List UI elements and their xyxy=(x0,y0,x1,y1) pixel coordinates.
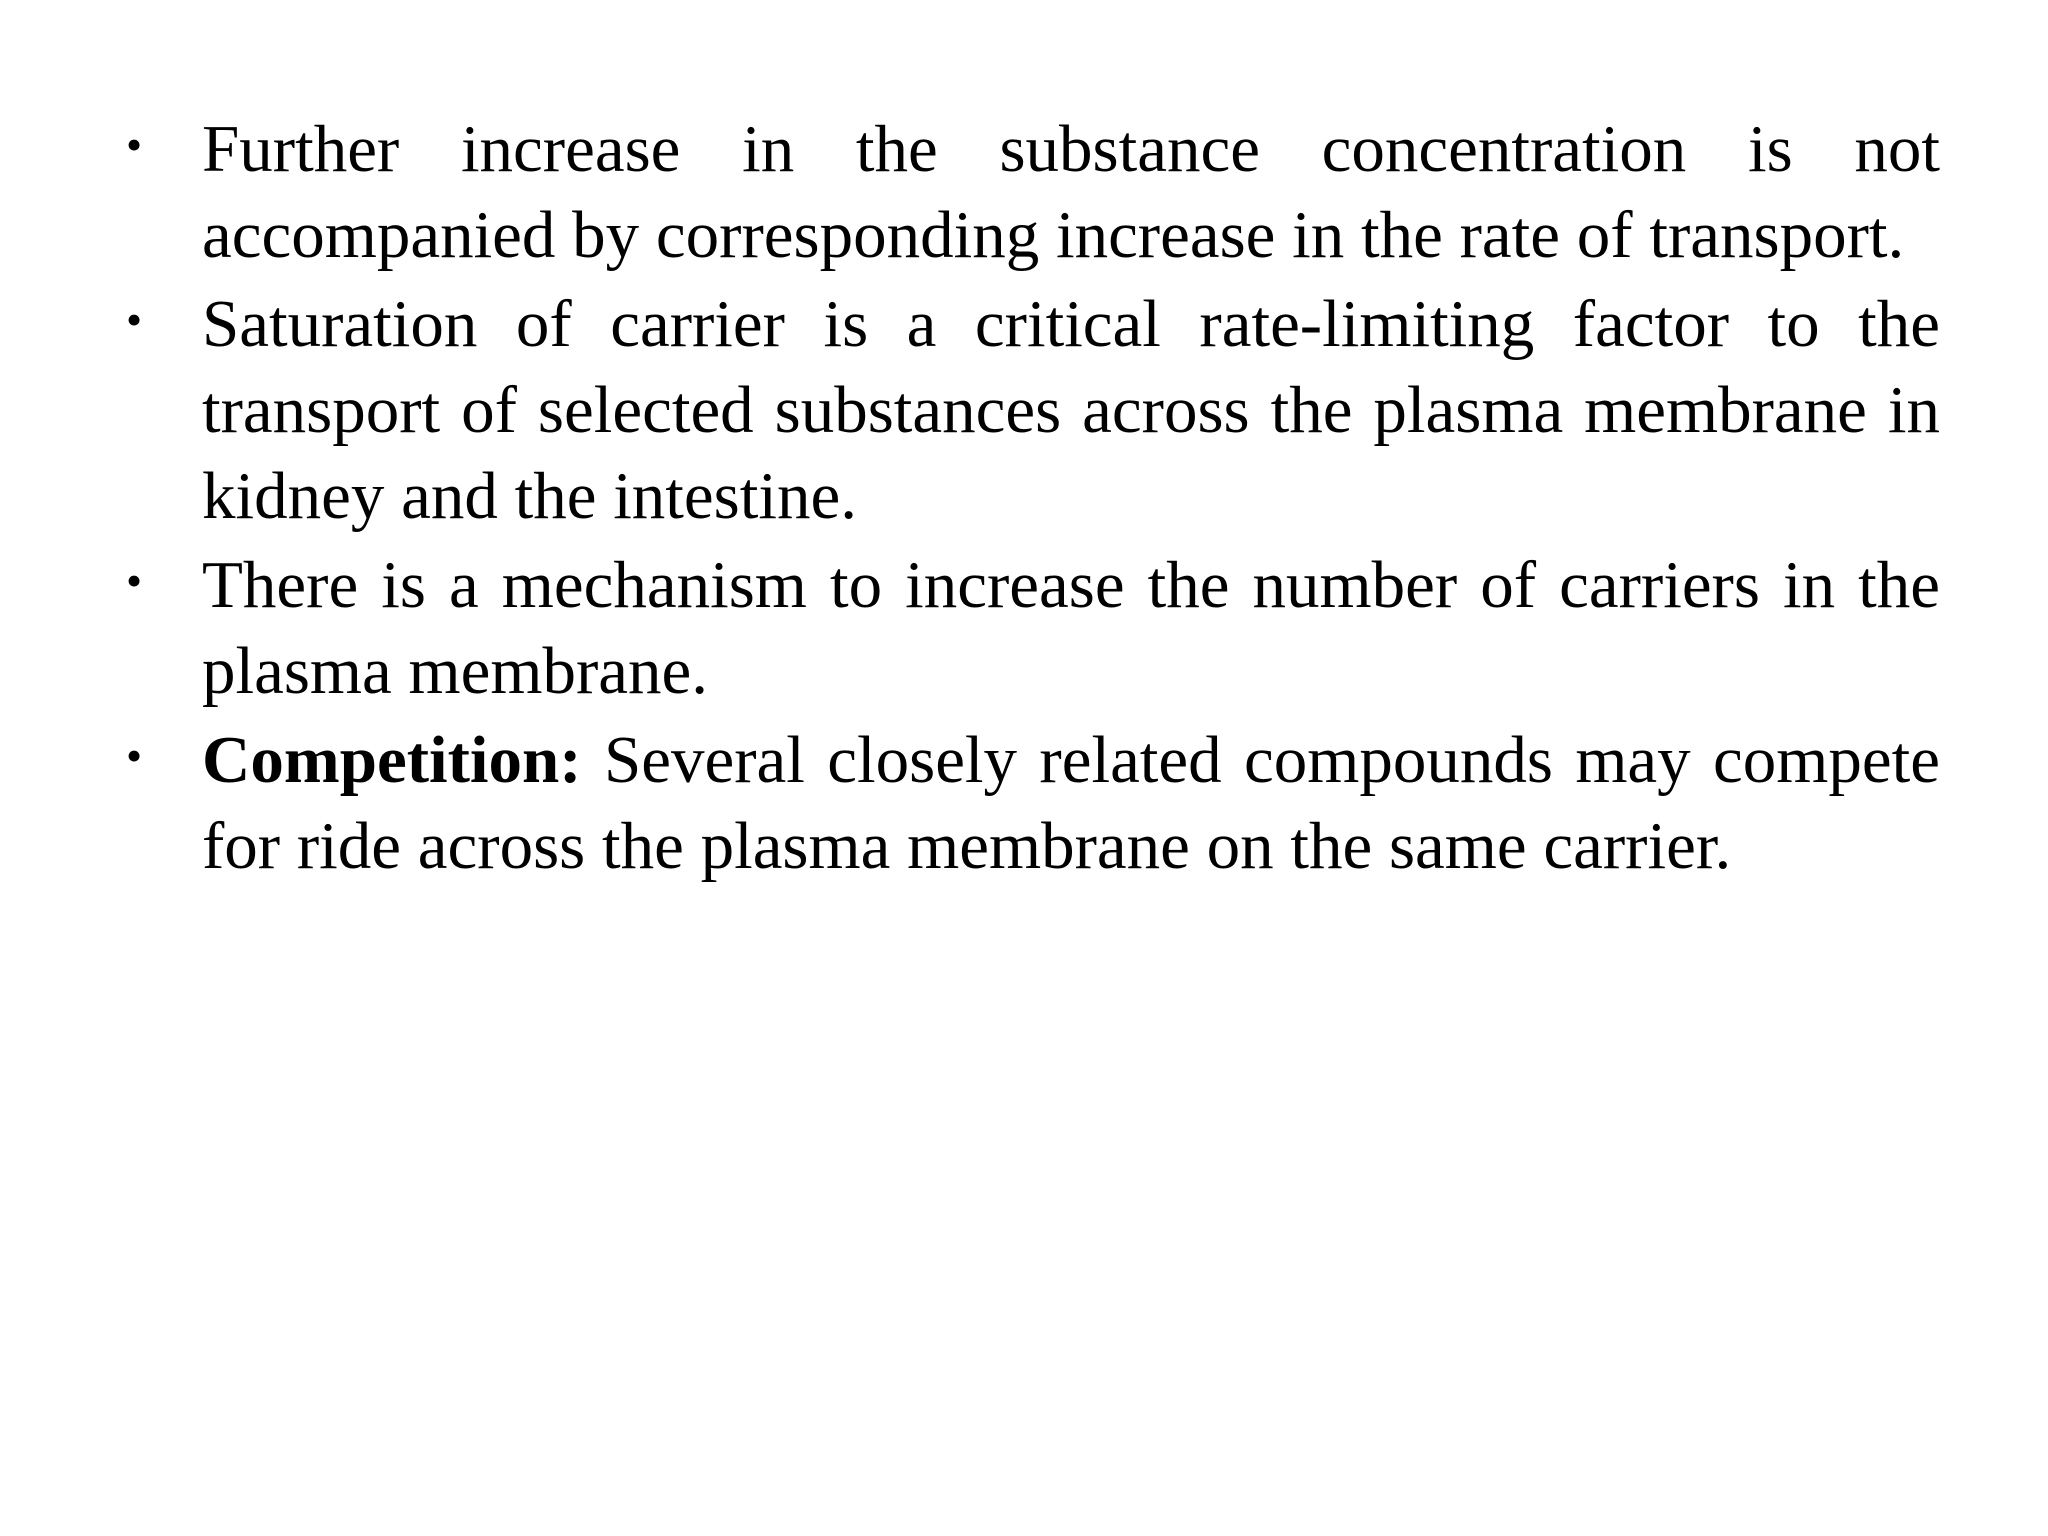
bullet-item xyxy=(120,281,1940,539)
bullet-text: There is a mechanism to increase the number of carriers in the plasma membrane. xyxy=(202,548,1940,708)
bullet-item xyxy=(120,717,1940,889)
bullet-term: Competition: xyxy=(202,723,582,797)
bullet-item xyxy=(120,106,1940,278)
bullet-marker: • xyxy=(126,294,143,345)
bullet-marker: • xyxy=(126,730,143,781)
bullet-marker: • xyxy=(126,555,143,606)
bullet-text: Further increase in the substance concentration is not accompanied by corresponding increase in the rate of transport. xyxy=(202,112,1940,272)
bullet-list xyxy=(120,106,1940,892)
bullet-text: Saturation of carrier is a critical rate-limiting factor to the transport of selected substances across the plasma membrane in kidney and the intestine. xyxy=(202,287,1940,533)
bullet-text: Several closely related compounds may compete for ride across the plasma membrane on the same carrier. xyxy=(202,723,1940,883)
bullet-marker: • xyxy=(126,119,143,170)
bullet-item xyxy=(120,542,1940,714)
